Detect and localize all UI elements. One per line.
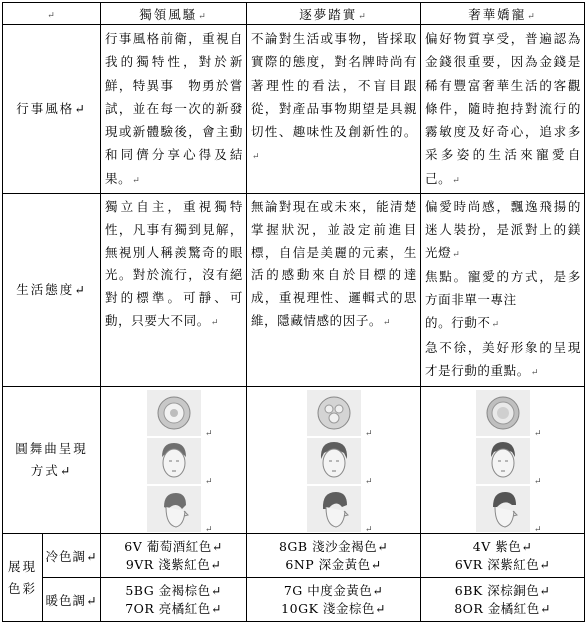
cool-tone-label: [43, 534, 101, 578]
row-label-text: 展現: [7, 558, 37, 574]
paragraph-mark: ↵: [59, 463, 73, 479]
color-name: 6NP 深金黃色: [285, 556, 371, 572]
paragraph-mark: ↵: [74, 282, 87, 298]
attitude-para-d: [425, 337, 581, 385]
row-label-text: 生活態度: [16, 282, 75, 298]
paragraph-mark: ↵: [86, 548, 98, 564]
header-col-1: [101, 3, 247, 25]
paragraph-mark: ↵: [533, 429, 542, 440]
paragraph-mark: ↵: [374, 600, 386, 616]
cell-text: 行事風格前衛，重視自我的獨特性，對於新鮮，特異事 物勇於嘗試，並在每一次的新發現或新體驗後，會主動和同儕分享心得及結果。: [105, 31, 244, 186]
attitude-cell-1: [101, 194, 247, 387]
color-name: 9VR 淺紫紅色: [125, 556, 211, 572]
paragraph-mark: ↵: [132, 175, 141, 186]
paragraph-mark: ↵: [530, 367, 539, 378]
curl-figures-col-3: [421, 387, 585, 534]
paragraph-mark: ↵: [521, 538, 533, 554]
paragraph-mark: ↵: [539, 582, 551, 598]
paragraph-mark: ↵: [533, 525, 542, 536]
paragraph-mark: ↵: [47, 11, 57, 21]
row-label-style: [3, 25, 101, 194]
head-front-view-icon: [147, 438, 213, 488]
paragraph-mark: ↵: [372, 582, 384, 598]
color-name: 8OR 金橘紅色: [454, 600, 540, 616]
header-col-3: [421, 3, 585, 25]
attitude-cell-2: [247, 194, 421, 387]
color-name: 7OR 亮橘紅色: [125, 600, 211, 616]
paragraph-mark: ↵: [210, 582, 222, 598]
color-name: 6VR 深紫紅色: [454, 556, 540, 572]
sublabel-text: 暖色調: [45, 592, 87, 608]
paragraph-mark: ↵: [210, 600, 222, 616]
attitude-para-b: [425, 266, 581, 312]
color-name: 8GB 淺沙金褐色: [278, 538, 378, 554]
paragraph-mark: ↵: [527, 11, 537, 22]
paragraph-mark: ↵: [74, 101, 87, 117]
color-name: 4V 紫色: [472, 538, 522, 554]
color-name: 7G 中度金黃色: [283, 582, 373, 598]
head-front-view-icon: [307, 438, 373, 488]
color-name: 6V 葡萄酒紅色: [124, 538, 212, 554]
row-label-text: 方式: [30, 463, 60, 479]
paragraph-mark: ↵: [198, 11, 208, 22]
paragraph-mark: ↵: [533, 477, 542, 488]
row-label-text: 行事風格: [16, 101, 75, 117]
head-side-view-icon: [147, 486, 213, 536]
paragraph-mark: ↵: [252, 152, 261, 163]
curl-figures-col-1: [101, 387, 247, 534]
cool-color-cell-1: [101, 534, 247, 578]
row-label-text: 色彩: [7, 580, 37, 596]
header-label: 逐夢踏實: [299, 6, 358, 22]
paragraph-mark: ↵: [383, 318, 392, 329]
cell-text: 獨立自主，重視獨特性，凡事有獨到見解，無視別人稱羨驚奇的眼光。對於流行，沒有絕對的標準。可靜、可動，只要大不同。: [105, 199, 244, 329]
paragraph-mark: ↵: [452, 175, 461, 186]
attitude-para-c: [425, 312, 581, 337]
head-top-view-icon: [147, 390, 213, 440]
paragraph-mark: ↵: [204, 525, 213, 536]
row-label-color: [3, 534, 43, 622]
hair-style-table: [2, 2, 585, 622]
color-name: 10GK 淺金棕色: [281, 600, 375, 616]
style-cell-2: [247, 25, 421, 194]
paragraph-mark: ↵: [358, 11, 368, 22]
curl-figures-col-2: [247, 387, 421, 534]
warm-tone-label: [43, 578, 101, 622]
attitude-cell-3: [421, 194, 585, 387]
paragraph-mark: ↵: [364, 429, 373, 440]
header-corner-cell: [3, 3, 101, 25]
cell-text: 偏愛時尚感，飄逸飛揚的迷人裝扮，是派對上的鎂光燈: [425, 199, 582, 260]
warm-color-cell-2: [247, 578, 421, 622]
cell-text: 焦點。寵愛的方式，是多方面非單一專注: [425, 269, 582, 308]
paragraph-mark: ↵: [86, 592, 98, 608]
head-side-view-icon: [476, 486, 542, 536]
head-top-view-icon: [307, 390, 373, 440]
paragraph-mark: ↵: [210, 556, 222, 572]
cell-text: 無論對現在或未來，能清楚掌握狀況，並設定前進目標，自信是美麗的元素，生活的感動來自於目標的達成，重視理性、邏輯式的思維，隱藏情感的因子。: [251, 199, 418, 329]
color-name: 6BK 深棕銅色: [454, 582, 540, 598]
cool-color-cell-2: [247, 534, 421, 578]
head-side-view-icon: [307, 486, 373, 536]
paragraph-mark: ↵: [210, 318, 219, 329]
cell-text: 的。行動不: [425, 315, 491, 331]
paragraph-mark: ↵: [204, 429, 213, 440]
cell-text: 急不徐，美好形象的呈現才是行動的重點。: [425, 339, 582, 378]
header-label: 奢華嬌寵: [468, 6, 527, 22]
header-col-2: [247, 3, 421, 25]
style-cell-3: [421, 25, 585, 194]
paragraph-mark: ↵: [211, 538, 223, 554]
row-label-curl: [3, 387, 101, 534]
head-front-view-icon: [476, 438, 542, 488]
warm-color-cell-1: [101, 578, 247, 622]
warm-color-cell-3: [421, 578, 585, 622]
paragraph-mark: ↵: [491, 320, 500, 331]
paragraph-mark: ↵: [377, 538, 389, 554]
sublabel-text: 冷色調: [45, 548, 87, 564]
paragraph-mark: ↵: [364, 525, 373, 536]
paragraph-mark: ↵: [204, 477, 213, 488]
paragraph-mark: ↵: [364, 477, 373, 488]
cell-text: 不論對生活或事物，皆採取實際的態度，對名牌時尚有著理性的看法，不盲目跟從，對產品事物期望是具親切性、趣味性及創新性的。: [251, 31, 418, 140]
row-label-line2: [3, 460, 100, 482]
head-top-view-icon: [476, 390, 542, 440]
row-label-attitude: [3, 194, 101, 387]
paragraph-mark: ↵: [539, 600, 551, 616]
paragraph-mark: ↵: [452, 249, 461, 260]
color-name: 5BG 金褐棕色: [125, 582, 211, 598]
header-label: 獨領風騷: [139, 6, 198, 22]
cool-color-cell-3: [421, 534, 585, 578]
paragraph-mark: ↵: [370, 556, 382, 572]
paragraph-mark: ↵: [539, 556, 551, 572]
attitude-para-a: [425, 196, 581, 266]
style-cell-1: [101, 25, 247, 194]
cell-text: 偏好物質享受，普遍認為金錢很重要，因為金錢是稀有豐富奢華生活的客觀條件，隨時抱持對流行的霧敏度及好奇心，追求多采多姿的生活來寵愛自己。: [425, 31, 582, 186]
row-label-text: 圓舞曲呈現: [15, 441, 88, 457]
